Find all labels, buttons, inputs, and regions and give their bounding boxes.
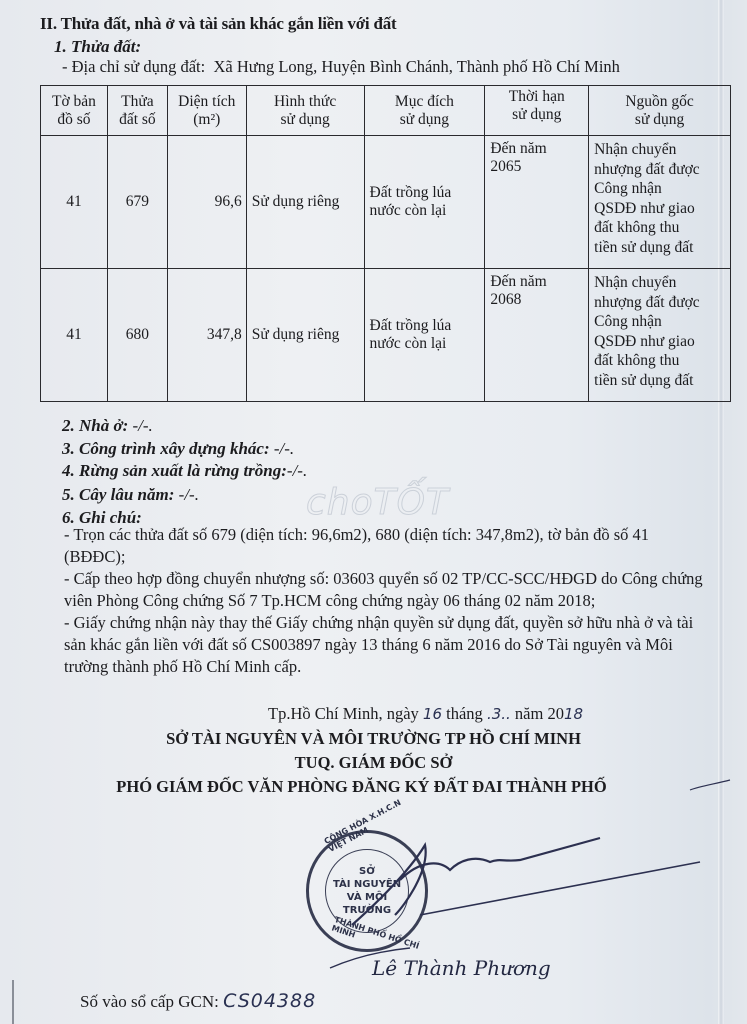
cell-parcel: 679 bbox=[107, 136, 167, 269]
cell-usage-form: Sử dụng riêng bbox=[246, 136, 364, 269]
header-map-sheet: Tờ bản đồ số bbox=[41, 86, 108, 136]
cell-purpose: Đất trồng lúa nước còn lại bbox=[364, 136, 485, 269]
registry-label: Số vào sổ cấp GCN: bbox=[80, 992, 219, 1011]
table-row bbox=[41, 269, 731, 402]
org-name: SỞ TÀI NGUYÊN VÀ MÔI TRƯỜNG TP HỒ CHÍ MINH bbox=[166, 729, 581, 748]
notes-list bbox=[64, 524, 704, 678]
cell-usage-form: Sử dụng riêng bbox=[246, 269, 364, 402]
cell-origin: Nhận chuyển nhượng đất được Công nhận QSDĐ như giao đất không thu tiền sử dụng đất bbox=[589, 269, 731, 402]
registry-value: CS04388 bbox=[223, 990, 317, 1012]
signer-title: PHÓ GIÁM ĐỐC VĂN PHÒNG ĐĂNG KÝ ĐẤT ĐAI THÀNH PHỐ bbox=[116, 777, 607, 796]
header-parcel: Thửa đất số bbox=[107, 86, 167, 136]
item-notes-heading: 6. Ghi chú: bbox=[62, 508, 142, 527]
stamp-ring-bottom: THÀNH PHỐ HỒ CHÍ MINH bbox=[330, 914, 421, 951]
cell-area: 347,8 bbox=[167, 269, 246, 402]
official-seal-stamp bbox=[306, 797, 428, 952]
table-header-row bbox=[41, 86, 731, 136]
cell-area: 96,6 bbox=[167, 136, 246, 269]
cell-map-sheet: 41 bbox=[41, 136, 108, 269]
header-term: Thời hạn sử dụng bbox=[485, 86, 589, 136]
chotot-watermark: choTỐT bbox=[306, 482, 449, 523]
stamp-center: SỞ TÀI NGUYÊN VÀ MÔI TRƯỜNG bbox=[325, 849, 409, 933]
handwritten-month: .3.. bbox=[486, 705, 511, 723]
item-other-construction: 3. Công trình xây dựng khác: -/-. bbox=[62, 439, 295, 458]
handwritten-day: 16 bbox=[422, 705, 443, 723]
note-item: - Giấy chứng nhận này thay thế Giấy chứng nhận quyền sử dụng đất, quyền sở hữu nhà ở và tài sản khác gắn liền với đất số CS003897 ngày 13 tháng 6 năm 2016 do Sở Tài nguyên và Môi trường thành phố Hồ Chí Minh cấp. bbox=[64, 613, 694, 676]
cell-map-sheet: 41 bbox=[41, 269, 108, 402]
cell-origin: Nhận chuyển nhượng đất được Công nhận QSDĐ như giao đất không thu tiền sử dụng đất bbox=[589, 136, 731, 269]
cell-parcel: 680 bbox=[107, 269, 167, 402]
item-house: 2. Nhà ở: -/-. bbox=[62, 416, 153, 435]
handwritten-year: 18 bbox=[563, 705, 584, 723]
header-area: Diện tích (m²) bbox=[167, 86, 246, 136]
subsection-title: 1. Thửa đất: bbox=[54, 37, 142, 56]
item-planted-forest: 4. Rừng sản xuất là rừng trồng:-/-. bbox=[62, 461, 308, 480]
section-title: II. Thửa đất, nhà ở và tài sản khác gắn liền với đất bbox=[40, 14, 397, 33]
header-origin: Nguồn gốc sử dụng bbox=[589, 86, 731, 136]
cell-term: Đến năm 2065 bbox=[485, 136, 589, 269]
land-parcel-table bbox=[40, 85, 731, 402]
stamp-ring-top: CỘNG HÒA X.H.C.N VIỆT NAM bbox=[322, 797, 403, 854]
paper-edge bbox=[12, 980, 14, 1024]
note-item: - Cấp theo hợp đồng chuyển nhượng số: 03603 quyển số 02 TP/CC-SCC/HĐGD do Công chứng viên Phòng Công chứng Số 7 Tp.HCM công chứng ngày 06 tháng 02 năm 2018; bbox=[64, 569, 703, 610]
note-item: - Trọn các thửa đất số 679 (diện tích: 96,6m2), 680 (diện tích: 347,8m2), tờ bản đồ số 41 (BĐĐC); bbox=[64, 525, 650, 566]
header-usage-form: Hình thức sử dụng bbox=[246, 86, 364, 136]
address-value: Xã Hưng Long, Huyện Bình Chánh, Thành phố Hồ Chí Minh bbox=[213, 57, 620, 76]
authorization-line: TUQ. GIÁM ĐỐC SỞ bbox=[294, 753, 453, 772]
signer-name: Lê Thành Phương bbox=[372, 956, 551, 980]
cell-term: Đến năm 2068 bbox=[485, 269, 589, 402]
header-purpose: Mục đích sử dụng bbox=[364, 86, 485, 136]
cell-purpose: Đất trồng lúa nước còn lại bbox=[364, 269, 485, 402]
registry-number bbox=[80, 990, 316, 1012]
item-perennial-trees: 5. Cây lâu năm: -/-. bbox=[62, 485, 199, 504]
address-label: - Địa chỉ sử dụng đất: bbox=[62, 57, 206, 76]
table-row bbox=[41, 136, 731, 269]
land-address bbox=[62, 57, 620, 77]
issue-date: Tp.Hồ Chí Minh, ngày 16 tháng .3.. năm 2018 bbox=[268, 704, 584, 723]
